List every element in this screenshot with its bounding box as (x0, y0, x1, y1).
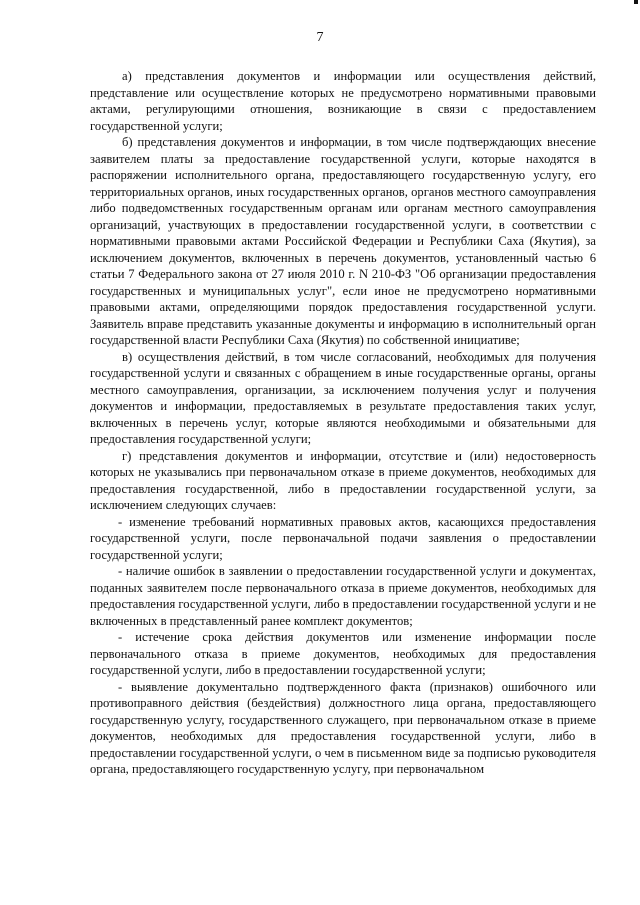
paragraph-b: б) представления документов и информации, в том числе подтверждающих внесение заявителем платы за предоставление государственной услуги, которые находятся в распоряжении исполнительного органа, предоставляющего государственную услугу, его территориальных органов, иных государственных органов, органов местного самоуправления либо подведомственных государственным органам или органам местного самоуправления организаций, участвующих в предоставлении государственной услуги, в соответствии с нормативными правовыми актами Российской Федерации и Республики Саха (Якутия), за исключением документов, включенных в перечень документов, установленный частью 6 статьи 7 Федерального закона от 27 июля 2010 г. N 210-ФЗ "Об организации предоставления государственных и муниципальных услуг", если иное не предусмотрено нормативными правовыми актами, определяющими порядок предоставления государственной услуги. Заявитель вправе представить указанные документы и информацию в исполнительный орган государственной власти Республики Саха (Якутия) по собственной инициативе; (90, 135, 596, 347)
list-item-unlawful-action: - выявление документально подтвержденного факта (признаков) ошибочного или противоправного действия (бездействия) должностного лица органа, предоставляющего государственную услугу, государственного служащего, при первоначальном отказе в приеме документов, необходимых для предоставления государственной услуги, либо в предоставлении государственной услуги, о чем в письменном виде за подписью руководителя органа, предоставляющего государственную услугу, при первоначальном (90, 679, 596, 776)
paragraph-a: а) представления документов и информации или осуществления действий, представление или осуществление которых не предусмотрено нормативными правовыми актами, регулирующими отношения, возникающие в связи с предоставлением государственной услуги; (90, 69, 596, 133)
scan-corner-mark (634, 0, 638, 4)
list-item-errors-in-application: - наличие ошибок в заявлении о предоставлении государственной услуги и документах, поданных заявителем после первоначального отказа в приеме документов, необходимых для предоставления государственной услуги, либо в предоставлении государственной услуги и не включенных в представленный ранее комплект документов; (90, 564, 596, 628)
page-number: 7 (316, 30, 324, 45)
paragraph-v: в) осуществления действий, в том числе согласований, необходимых для получения государственной услуги и связанных с обращением в иные государственные органы, органы местного самоуправления, организации, за исключением получения услуг и получения документов и информации, предоставляемых в результате предоставления таких услуг, включенных в перечень услуг, которые являются необходимыми и обязательными для предоставления государственной услуги; (90, 349, 596, 446)
list-item-document-expiry: - истечение срока действия документов или изменение информации после первоначального отказа в приеме документов, необходимых для предоставления государственной услуги, либо в предоставлении государственной услуги; (90, 630, 596, 677)
document-body (90, 68, 596, 778)
list-item-requirements-change: - изменение требований нормативных правовых актов, касающихся предоставления государственной услуги, после первоначальной подачи заявления о предоставлении государственной услуги; (90, 514, 596, 562)
paragraph-g: г) представления документов и информации, отсутствие и (или) недостоверность которых не указывались при первоначальном отказе в приеме документов, необходимых для предоставления государственной, либо в предоставлении государственной услуги, за исключением следующих случаев: (90, 448, 596, 512)
